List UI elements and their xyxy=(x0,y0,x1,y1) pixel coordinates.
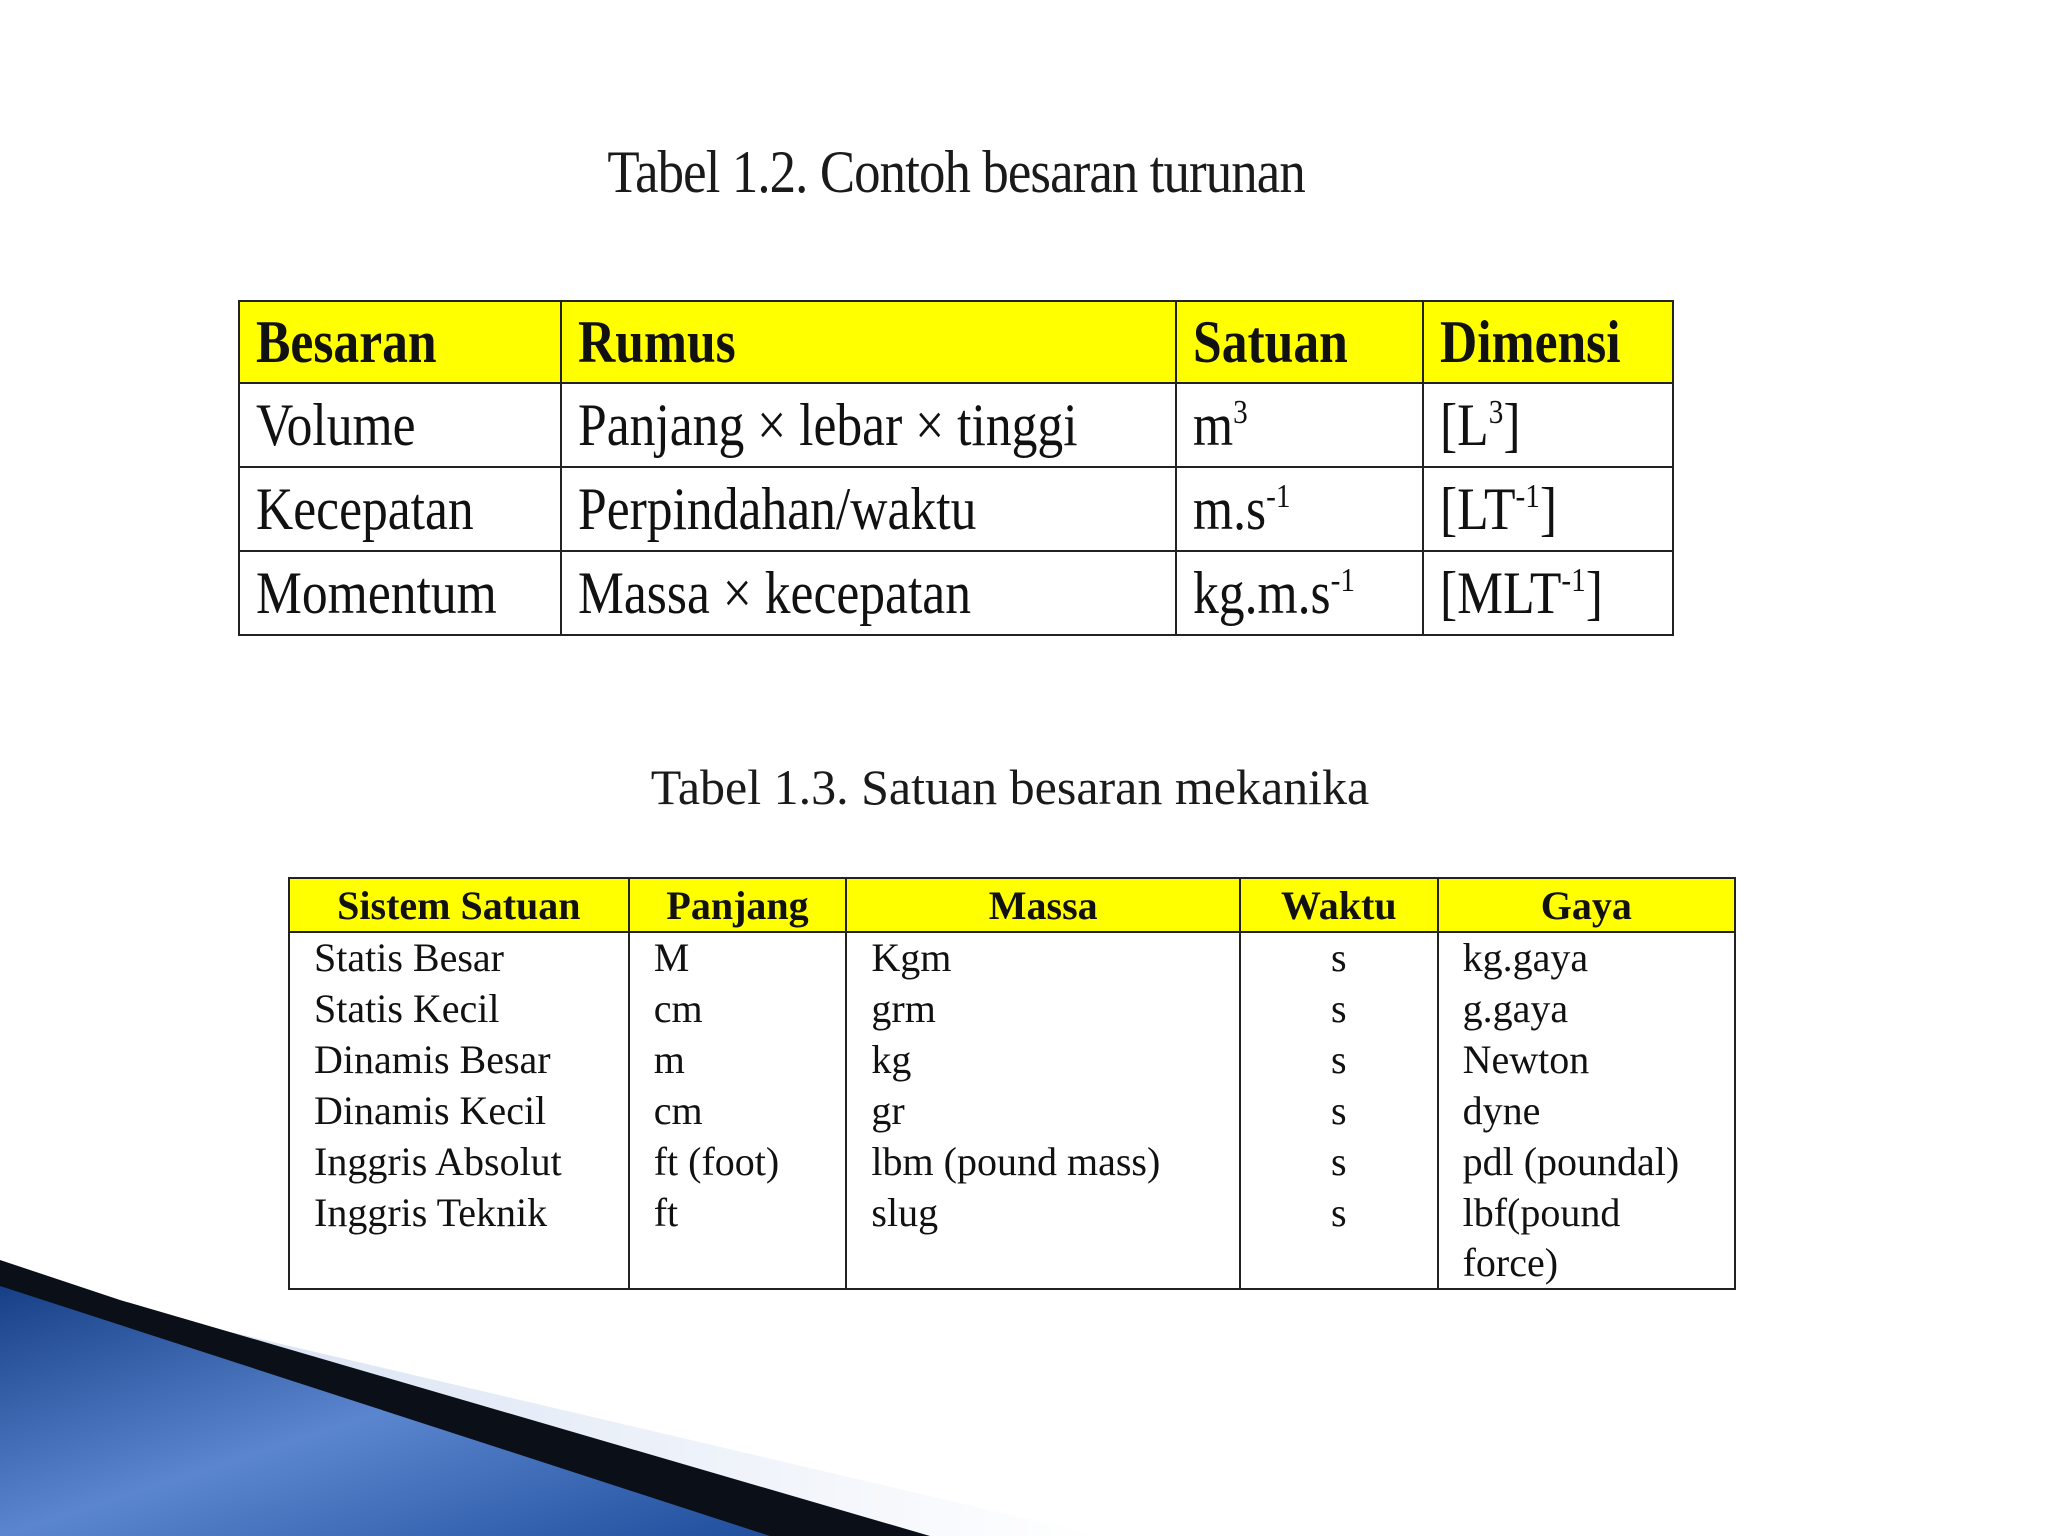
table-row xyxy=(239,551,1673,635)
header-satuan: Satuan xyxy=(1176,301,1423,383)
header-rumus: Rumus xyxy=(561,301,1176,383)
table-row xyxy=(289,1035,1735,1086)
table-row xyxy=(289,1137,1735,1188)
cell-panjang: m xyxy=(629,1035,847,1086)
table-1-3 xyxy=(288,877,1736,1290)
header-panjang: Panjang xyxy=(629,878,847,932)
cell-panjang: ft (foot) xyxy=(629,1137,847,1188)
cell-panjang: M xyxy=(629,932,847,984)
cell-waktu: s xyxy=(1240,1086,1438,1137)
header-sistem-satuan: Sistem Satuan xyxy=(289,878,629,932)
cell-sistem: Statis Besar xyxy=(289,932,629,984)
cell-waktu: s xyxy=(1240,1035,1438,1086)
cell-dimensi: $[L^3]$ xyxy=(1423,383,1673,467)
cell-massa: slug xyxy=(846,1188,1240,1289)
table-row xyxy=(289,1086,1735,1137)
cell-panjang: ft xyxy=(629,1188,847,1289)
table-1-2 xyxy=(238,300,1674,636)
table-header-row xyxy=(289,878,1735,932)
cell-satuan: $m.s^{-1}$ xyxy=(1176,467,1423,551)
cell-dimensi: $[MLT^{-1}]$ xyxy=(1423,551,1673,635)
cell-gaya: kg.gaya xyxy=(1438,932,1735,984)
table-row xyxy=(239,383,1673,467)
cell-besaran: Kecepatan xyxy=(239,467,561,551)
table-row xyxy=(289,932,1735,984)
cell-gaya: g.gaya xyxy=(1438,984,1735,1035)
cell-waktu: s xyxy=(1240,984,1438,1035)
cell-panjang: cm xyxy=(629,984,847,1035)
table-row xyxy=(289,984,1735,1035)
cell-besaran: Momentum xyxy=(239,551,561,635)
cell-massa: gr xyxy=(846,1086,1240,1137)
table-row xyxy=(239,467,1673,551)
cell-satuan: $m^3$ xyxy=(1176,383,1423,467)
cell-sistem: Inggris Teknik xyxy=(289,1188,629,1289)
cell-massa: grm xyxy=(846,984,1240,1035)
cell-massa: Kgm xyxy=(846,932,1240,984)
header-gaya: Gaya xyxy=(1438,878,1735,932)
cell-waktu: s xyxy=(1240,1137,1438,1188)
table-1-3-title: Tabel 1.3. Satuan besaran mekanika xyxy=(650,759,1370,815)
header-besaran: Besaran xyxy=(239,301,561,383)
header-massa: Massa xyxy=(846,878,1240,932)
header-dimensi: Dimensi xyxy=(1423,301,1673,383)
cell-gaya: pdl (poundal) xyxy=(1438,1137,1735,1188)
cell-waktu: s xyxy=(1240,1188,1438,1289)
cell-sistem: Dinamis Kecil xyxy=(289,1086,629,1137)
cell-massa: lbm (pound mass) xyxy=(846,1137,1240,1188)
cell-gaya: dyne xyxy=(1438,1086,1735,1137)
slide-corner-decoration xyxy=(0,1260,1100,1536)
cell-rumus: Perpindahan/waktu xyxy=(561,467,1176,551)
cell-besaran: Volume xyxy=(239,383,561,467)
cell-dimensi: $[LT^{-1}]$ xyxy=(1423,467,1673,551)
table-1-2-title: Tabel 1.2. Contoh besaran turunan xyxy=(607,139,1305,205)
cell-massa: kg xyxy=(846,1035,1240,1086)
cell-gaya: Newton xyxy=(1438,1035,1735,1086)
cell-waktu: s xyxy=(1240,932,1438,984)
cell-panjang: cm xyxy=(629,1086,847,1137)
decor-blue-band xyxy=(0,1286,770,1536)
header-waktu: Waktu xyxy=(1240,878,1438,932)
cell-satuan: $kg.m.s^{-1}$ xyxy=(1176,551,1423,635)
cell-rumus: Massa × kecepatan xyxy=(561,551,1176,635)
cell-rumus: Panjang × lebar × tinggi xyxy=(561,383,1176,467)
cell-gaya: lbf(pound force) xyxy=(1438,1188,1735,1289)
table-header-row xyxy=(239,301,1673,383)
cell-sistem: Dinamis Besar xyxy=(289,1035,629,1086)
cell-sistem: Statis Kecil xyxy=(289,984,629,1035)
cell-sistem: Inggris Absolut xyxy=(289,1137,629,1188)
